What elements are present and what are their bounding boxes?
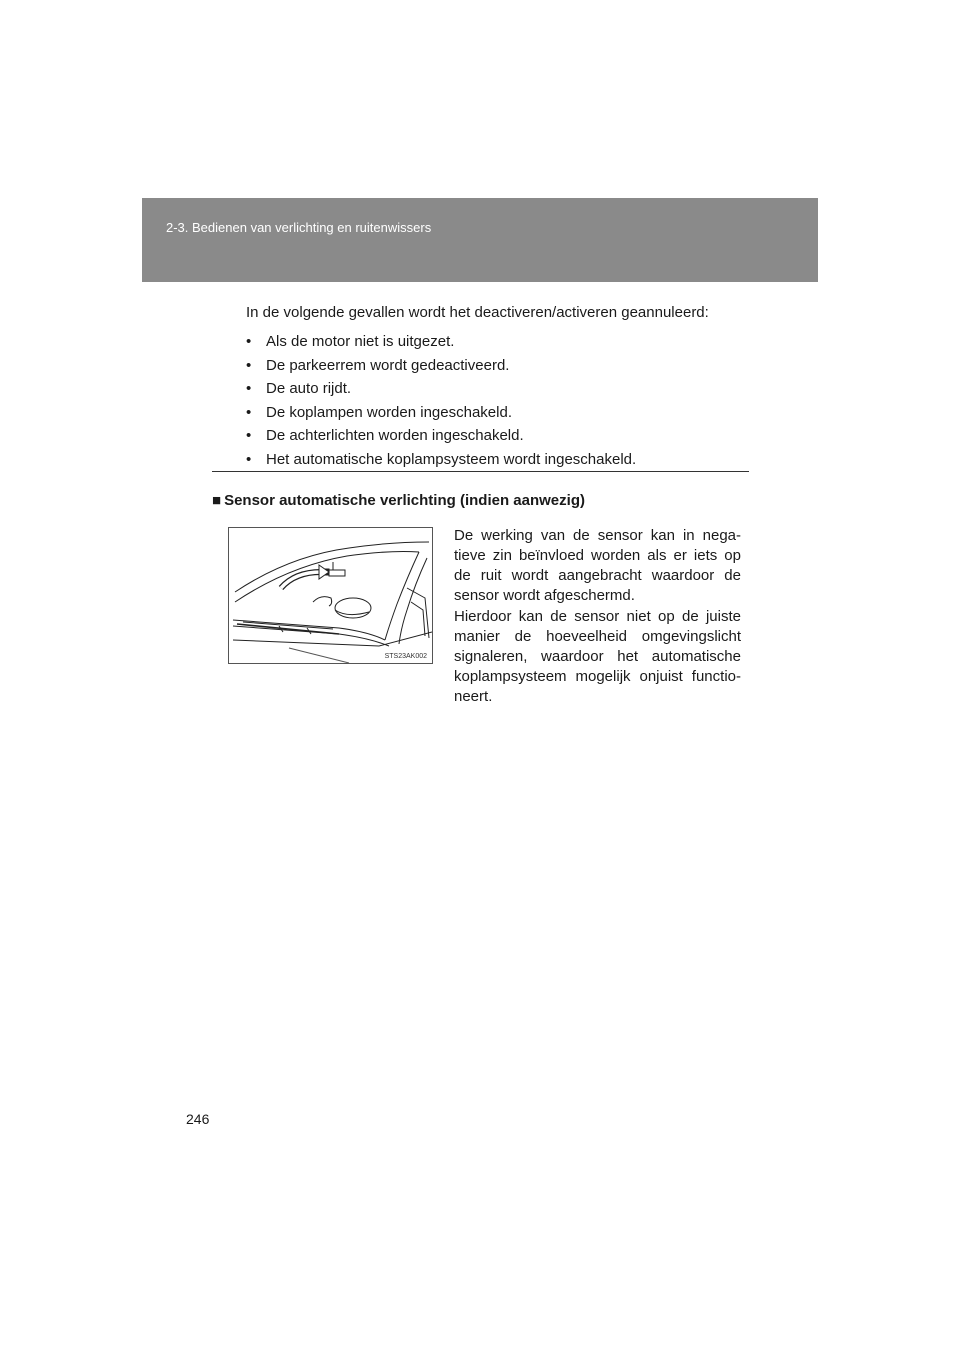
section-divider [212, 471, 749, 472]
list-item-text: Als de motor niet is uitgezet. [266, 333, 455, 350]
list-item-text: De koplampen worden ingeschakeld. [266, 403, 512, 421]
list-item: • Als de motor niet is uitgezet. [246, 333, 636, 357]
section-marker-icon: ■ [212, 492, 222, 509]
chapter-header [142, 198, 818, 282]
list-item: • De achterlichten worden ingeschakeld. [246, 427, 636, 451]
list-item: • De parkeerrem wordt gedeactiveerd. [246, 357, 636, 381]
list-item: • Het automatische koplampsysteem wordt ingeschakeld. [246, 451, 636, 475]
list-item-text: De parkeerrem wordt gedeactiveerd. [266, 356, 510, 374]
body-paragraph: Hierdoor kan de sensor niet op de juiste manier de hoeveelheid omgevingslicht signaleren, waardoor het automatische koplampsysteem mogelijk onjuist functio-neert. [454, 608, 741, 705]
section-heading [212, 492, 585, 509]
body-paragraph: De werking van de sensor kan in nega-tieve zin beïnvloed worden als er iets op de ruit wordt aangebracht waardoor de sensor wordt afgeschermd. [454, 527, 741, 604]
section-heading-text: Sensor automatische verlichting (indien aanwezig) [224, 492, 585, 509]
windshield-sensor-illustration [228, 527, 433, 664]
page-number: 246 [186, 1111, 210, 1127]
list-item-text: De achterlichten worden ingeschakeld. [266, 427, 524, 444]
intro-text: In de volgende gevallen wordt het deactiveren/activeren geannuleerd: [246, 304, 709, 321]
list-item-text: De auto rijdt. [266, 380, 352, 397]
condition-list [246, 333, 636, 474]
list-item: • De auto rijdt. [246, 380, 636, 404]
chapter-title: 2-3. Bedienen van verlichting en ruitenwissers [166, 220, 432, 235]
list-item: • De koplampen worden ingeschakeld. [246, 404, 636, 428]
figure-code: STS23AK002 [384, 653, 427, 660]
windshield-drawing [229, 528, 432, 663]
list-item-text: Het automatische koplampsysteem wordt ingeschakeld. [266, 450, 637, 468]
